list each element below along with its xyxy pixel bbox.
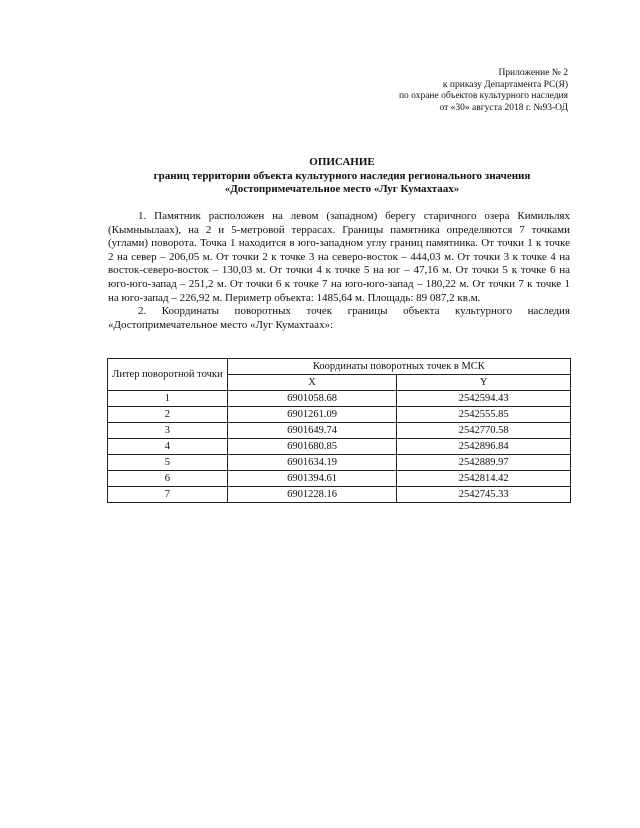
cell-y: 2542745.33: [397, 487, 571, 503]
cell-y: 2542889.97: [397, 455, 571, 471]
cell-point: 2: [108, 407, 228, 423]
cell-y: 2542814.42: [397, 471, 571, 487]
cell-point: 7: [108, 487, 228, 503]
paragraph-location: 1. Памятник расположен на левом (западном) берегу старичного озера Кимильлях (Кымныылаах), на 2 и 5-метровой террасах. Границы памятника определяются 7 точками (углами) поворота. Точка 1 находится в юго-западном углу границ памятника. От точки 1 к точке 2 на север – 206,05 м. От точки 2 к точке 3 на северо-восток – 444,03 м. От точки 3 к точке 4 на восток-северо-восток – 130,03 м. От точки 4 к точке 5 на юг – 47,16 м. От точки 5 к точке 6 на юго-юго-запад – 251,2 м. От точки 6 к точке 7 на юго-юго-запад – 180,22 м. От точки 7 к точке 1 на юго-запад – 226,92 м. Периметр объекта: 1485,64 м. Площадь: 89 087,2 кв.м.: [108, 210, 570, 304]
title-object-name: «Достопримечательное место «Луг Кумахтаах»: [224, 183, 460, 195]
table-row: [108, 423, 571, 439]
header-x: X: [227, 375, 397, 391]
coordinates-table: [107, 358, 571, 503]
table-row: [108, 407, 571, 423]
cell-point: 5: [108, 455, 228, 471]
appendix-order: к приказу Департамента РС(Я): [442, 79, 568, 90]
appendix-header: [399, 68, 568, 114]
appendix-date: от «30» августа 2018 г. №93-ОД: [439, 102, 568, 113]
document-title: [100, 156, 584, 197]
cell-y: 2542896.84: [397, 439, 571, 455]
cell-point: 4: [108, 439, 228, 455]
appendix-department: по охране объектов культурного наследия: [398, 91, 568, 101]
cell-x: 6901058.68: [227, 391, 397, 407]
cell-y: 2542770.58: [397, 423, 571, 439]
appendix-number: Приложение № 2: [498, 68, 568, 78]
paragraph-coordinates-intro: 2. Координаты поворотных точек границы объекта культурного наследия «Достопримечательное место «Луг Кумахтаах»:: [108, 305, 570, 331]
cell-y: 2542555.85: [397, 407, 571, 423]
cell-point: 1: [108, 391, 228, 407]
cell-point: 3: [108, 423, 228, 439]
header-point-letter: Литер поворотной точки: [108, 359, 228, 391]
cell-y: 2542594.43: [397, 391, 571, 407]
cell-x: 6901394.61: [227, 471, 397, 487]
table-row: [108, 391, 571, 407]
cell-x: 6901649.74: [227, 423, 397, 439]
title-heading: ОПИСАНИЕ: [309, 156, 375, 168]
table-header-row: [108, 359, 571, 375]
cell-x: 6901634.19: [227, 455, 397, 471]
cell-x: 6901228.16: [227, 487, 397, 503]
cell-x: 6901261.09: [227, 407, 397, 423]
table-row: [108, 487, 571, 503]
table-row: [108, 439, 571, 455]
cell-point: 6: [108, 471, 228, 487]
document-body: [108, 210, 570, 332]
header-y: Y: [397, 375, 571, 391]
header-coordinates: Координаты поворотных точек в МСК: [227, 359, 570, 375]
cell-x: 6901680.85: [227, 439, 397, 455]
title-subject: границ территории объекта культурного наследия регионального значения: [153, 169, 531, 182]
table-row: [108, 471, 571, 487]
table-row: [108, 455, 571, 471]
